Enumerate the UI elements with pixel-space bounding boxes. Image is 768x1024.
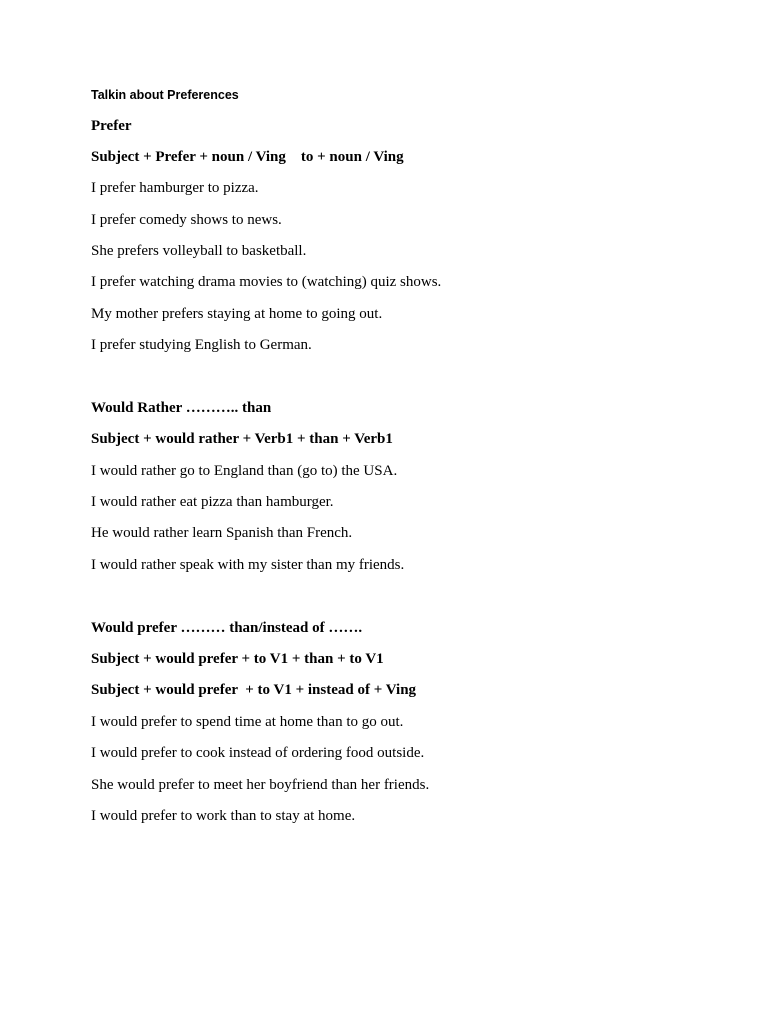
example-sentence: I prefer comedy shows to news. [91, 212, 282, 228]
structure-formula: Subject + Prefer + noun / Ving to + noun / Ving [91, 149, 404, 165]
structure-formula: Subject + would rather + Verb1 + than + Verb1 [91, 431, 393, 447]
example-sentence: I would rather go to England than (go to) the USA. [91, 463, 398, 479]
example-sentence: I prefer hamburger to pizza. [91, 180, 259, 196]
example-sentence: She prefers volleyball to basketball. [91, 243, 307, 259]
example-sentence: I would prefer to spend time at home than to go out. [91, 714, 404, 730]
section-heading-would-rather: Would Rather ……….. than [91, 400, 272, 416]
example-sentence: He would rather learn Spanish than French. [91, 525, 353, 541]
example-sentence: I would prefer to work than to stay at home. [91, 808, 356, 824]
example-sentence: I would rather speak with my sister than my friends. [91, 557, 405, 573]
section-heading-would-prefer: Would prefer ……… than/instead of ……. [91, 620, 363, 636]
example-sentence: I would prefer to cook instead of ordering food outside. [91, 745, 425, 761]
section-heading-prefer: Prefer [91, 118, 132, 134]
structure-formula: Subject + would prefer + to V1 + than + to V1 [91, 651, 384, 667]
example-sentence: She would prefer to meet her boyfriend than her friends. [91, 777, 430, 793]
example-sentence: I prefer studying English to German. [91, 337, 312, 353]
structure-formula: Subject + would prefer + to V1 + instead of + Ving [91, 682, 417, 698]
example-sentence: I would rather eat pizza than hamburger. [91, 494, 334, 510]
document-title: Talkin about Preferences [91, 88, 239, 102]
example-sentence: I prefer watching drama movies to (watching) quiz shows. [91, 274, 442, 290]
example-sentence: My mother prefers staying at home to going out. [91, 306, 383, 322]
